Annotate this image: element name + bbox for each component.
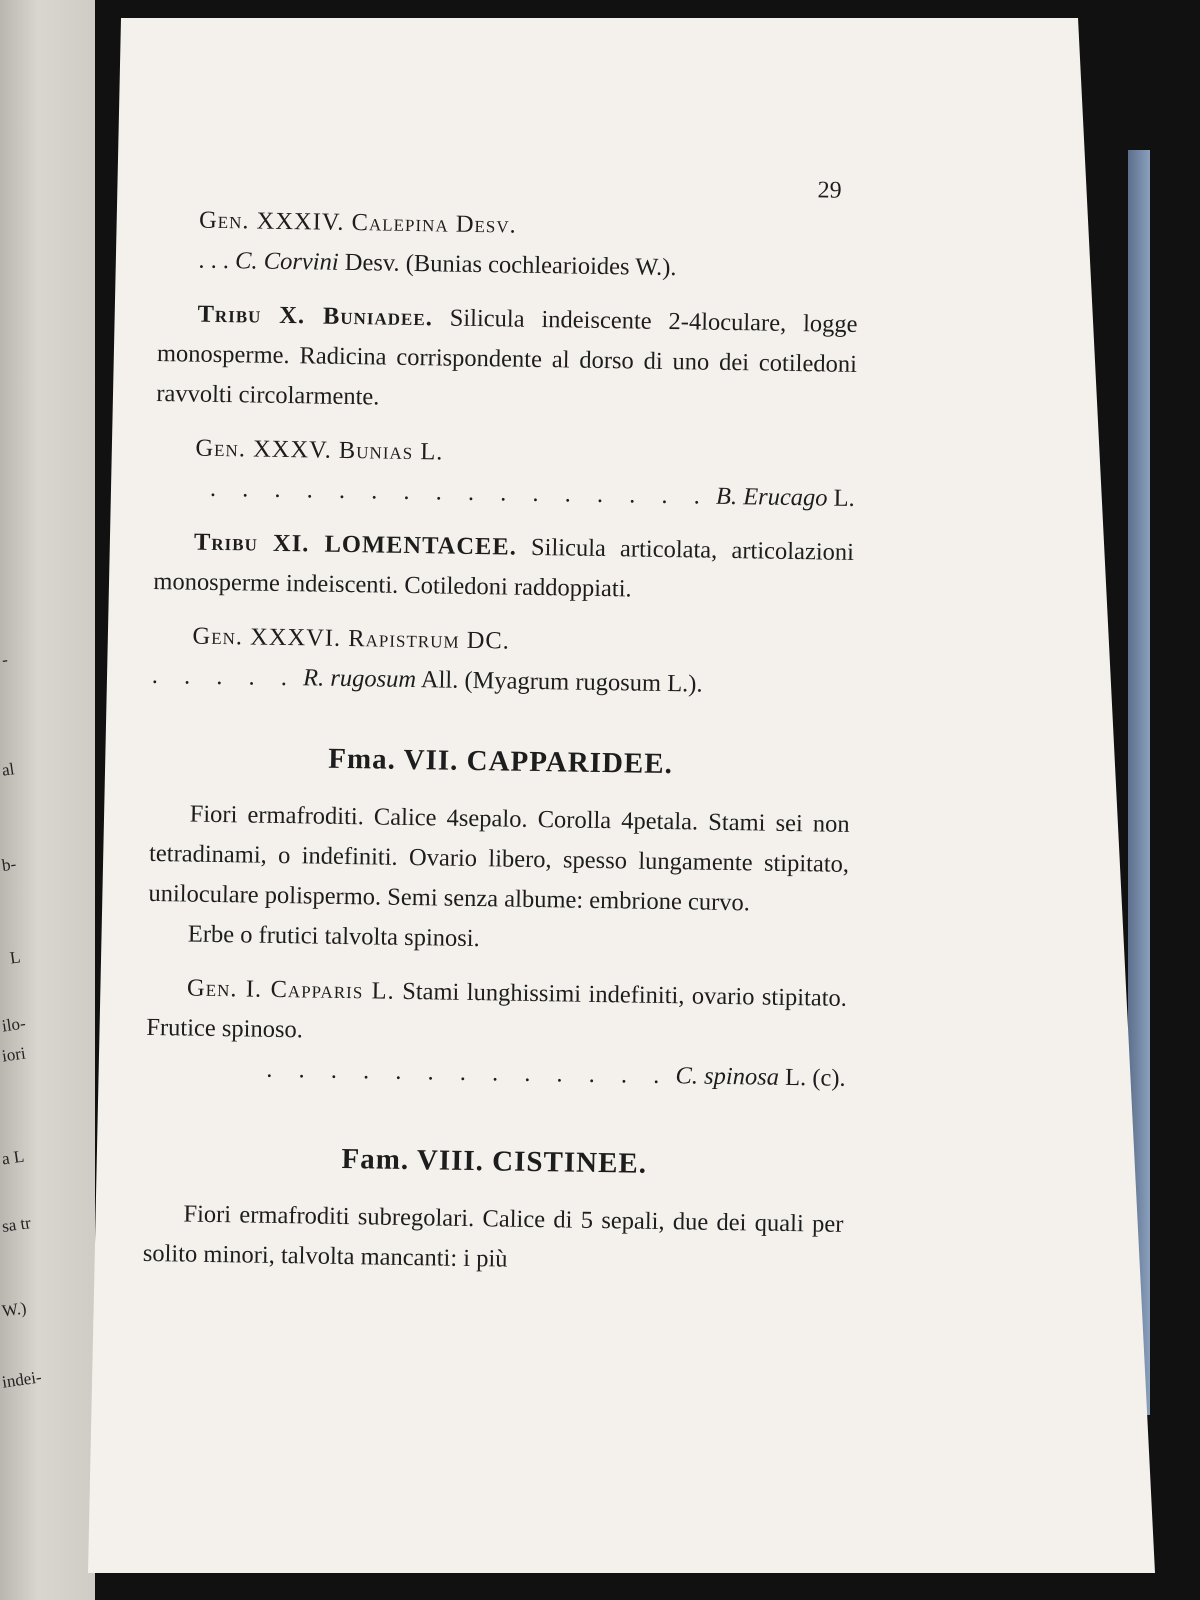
genus-heading: Gen. XXXV. Bunias L. (195, 434, 444, 466)
species-name: R. rugosum (302, 664, 417, 694)
family-note: Erbe o frutici talvolta spinosi. (187, 920, 480, 953)
genus-heading: Gen. XXXVI. Rapistrum DC. (192, 622, 511, 655)
left-fragment: indei- (0, 1367, 43, 1392)
leader-dots: . . . (198, 246, 230, 275)
family-heading: Fma. VII. CAPPARIDEE. (328, 742, 674, 781)
species-authority: L. (833, 484, 855, 512)
tribe-description: Silicula indeiscente 2-4loculare, logge monosperme. Radicina corrispondente al dorso di uno dei cotiledoni ravvolti circolarmente. (156, 304, 858, 411)
genus-description: Stami lunghissimi indefiniti, ovario stipitato. Frutice spinoso. (146, 977, 848, 1044)
tribe-heading: Tribu X. Buniadee. (197, 300, 434, 332)
page-number: 29 (817, 177, 842, 204)
family-description: Fiori ermafroditi subregolari. Calice di 5 sepali, due dei quali per solito minori, talvolta mancanti: i più (142, 1200, 844, 1273)
family-description: Fiori ermafroditi. Calice 4sepalo. Corolla 4petala. Stami sei non tetradinami, o indefiniti. Ovario libero, spesso lungamente stipitato, uniloculare polispermo. Semi senza albume: embrione curvo. (148, 800, 850, 917)
tribe-description: Silicula articolata, articolazioni monosperme indeiscenti. Cotiledoni raddoppiati. (153, 533, 855, 603)
left-fragment: ilo- (0, 1013, 27, 1036)
page-text (143, 160, 860, 1285)
left-fragment: sa tr (0, 1213, 32, 1236)
left-fragment: L (8, 947, 22, 968)
left-fragment: - (0, 649, 9, 670)
genus-heading: Gen. I. Capparis L. (186, 974, 395, 1005)
tribe-heading: Tribu XI. LOMENTACEE. (193, 528, 518, 561)
left-fragment: a L (0, 1146, 26, 1169)
leader-dots: . . . . . . . . . . . . . (266, 1055, 670, 1090)
species-name: B. Erucago (715, 482, 828, 512)
left-fragment: W.) (0, 1298, 28, 1321)
genus-heading: Gen. XXXIV. Calepina Desv. (198, 206, 517, 239)
genus-paragraph (146, 968, 847, 1059)
left-fragment: iori (0, 1043, 27, 1066)
family-heading: Fam. VIII. CISTINEE. (341, 1142, 648, 1180)
leader-dots: . . . . . . . . . . . . . . . . (209, 474, 711, 510)
tribe-paragraph (156, 294, 858, 425)
species-name: C. spinosa (675, 1062, 780, 1091)
species-name: C. Corvini (234, 247, 339, 276)
left-fragment: al (0, 759, 16, 780)
species-authority: L. (c). (784, 1063, 846, 1092)
left-fragment: b- (0, 854, 18, 875)
species-authority: Desv. (Bunias cochlearioides W.). (344, 248, 677, 282)
species-authority: All. (Myagrum rugosum L.). (420, 666, 703, 698)
leader-dots: . . . . . (151, 661, 298, 692)
tribe-paragraph (153, 522, 854, 613)
left-page-edge (0, 0, 95, 1600)
